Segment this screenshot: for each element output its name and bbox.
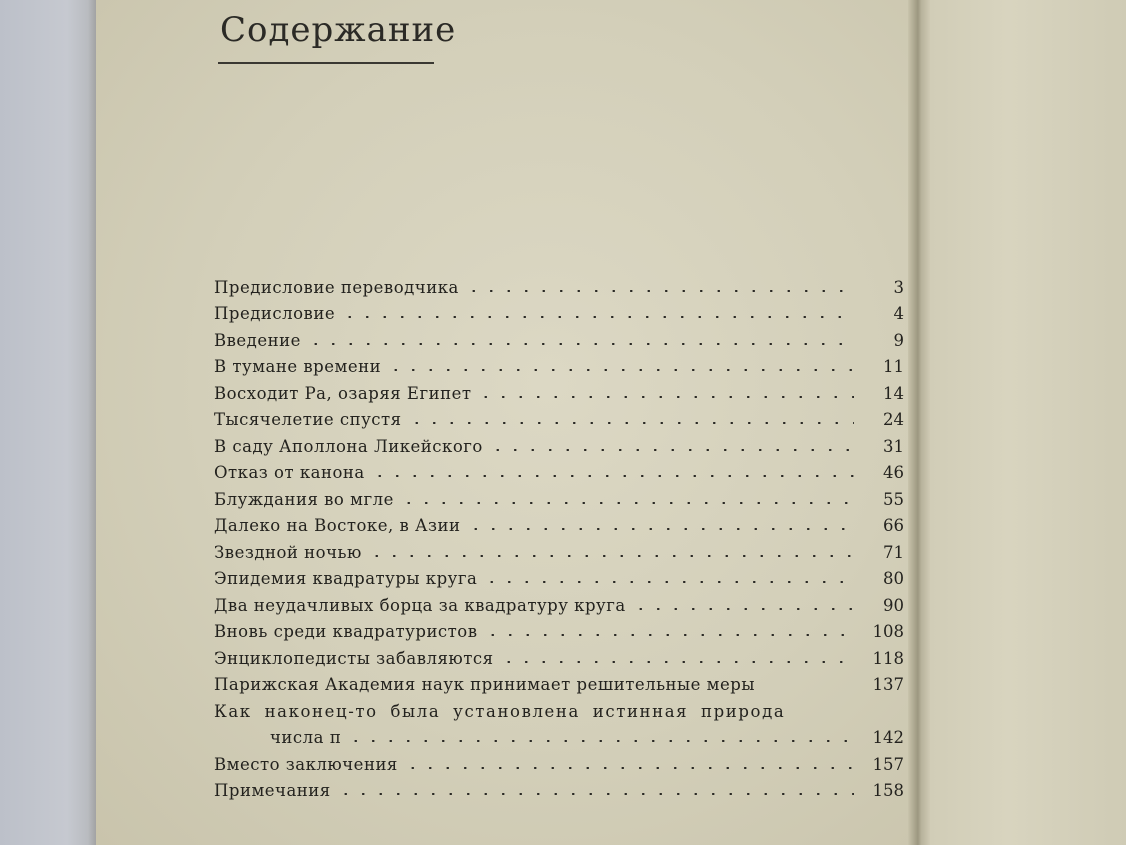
toc-entry	[214, 588, 904, 615]
toc-entry-title: Введение	[214, 330, 301, 350]
toc-entry-page: 90	[883, 595, 904, 615]
dot-leader	[467, 528, 854, 530]
toc-entry-title: Далеко на Востоке, в Азии	[214, 516, 461, 535]
toc-entry	[214, 350, 904, 377]
dot-leader	[465, 290, 854, 292]
dot-leader	[341, 316, 854, 318]
toc-entry-title: В тумане времени	[214, 357, 382, 376]
book-gutter	[908, 0, 930, 845]
toc-entry	[214, 641, 904, 668]
toc-entry-title: Отказ от канона	[214, 463, 365, 482]
toc-entry-page: 14	[883, 383, 904, 403]
toc-entry	[214, 403, 904, 430]
toc-entry-title: Предисловие переводчика	[214, 277, 459, 297]
dot-leader	[408, 422, 854, 424]
facing-page	[930, 0, 1126, 845]
dot-leader	[484, 634, 854, 636]
toc-entry	[214, 694, 904, 721]
page-title: Содержание	[220, 10, 457, 50]
toc-entry-title: В саду Аполлона Ликейского	[214, 436, 483, 456]
toc-entry	[214, 535, 904, 562]
toc-entry-page: 108	[872, 622, 904, 641]
toc-entry	[214, 615, 904, 642]
toc-entry-title: Тысячелетие спустя	[214, 410, 402, 429]
dot-leader	[387, 369, 854, 371]
toc-entry-page: 11	[883, 357, 904, 376]
title-underline	[218, 62, 434, 64]
dot-leader	[761, 687, 854, 689]
toc-entry	[214, 774, 904, 801]
toc-entry-title: Предисловие	[214, 304, 336, 323]
dot-leader	[400, 502, 854, 504]
dot-leader	[404, 767, 854, 769]
toc-entry-title: Блуждания во мгле	[214, 489, 394, 509]
toc-entry-page: 118	[872, 648, 904, 668]
toc-entry-page: 3	[893, 277, 904, 297]
toc-entry-page: 137	[872, 675, 904, 694]
toc-entry-page: 142	[872, 728, 904, 747]
toc-entry-page: 71	[883, 542, 904, 562]
table-of-contents	[214, 270, 904, 800]
toc-entry-title: Примечания	[214, 781, 331, 800]
toc-entry	[214, 456, 904, 483]
toc-entry-continuation	[214, 721, 904, 748]
toc-entry-page: 80	[883, 569, 904, 588]
toc-entry	[214, 562, 904, 589]
toc-entry	[214, 323, 904, 350]
toc-entry-page: 24	[883, 410, 904, 429]
toc-entry	[214, 509, 904, 536]
dot-leader	[337, 793, 854, 795]
toc-entry-title: Вместо заключения	[214, 754, 398, 774]
dot-leader	[791, 714, 854, 716]
toc-entry-page: 46	[883, 463, 904, 482]
dot-leader	[368, 555, 854, 557]
toc-entry	[214, 376, 904, 403]
dot-leader	[489, 449, 854, 451]
toc-entry-page: 9	[893, 330, 904, 350]
toc-entry	[214, 668, 904, 695]
toc-entry-title: Парижская Академия наук принимает решительные меры	[214, 675, 755, 694]
dot-leader	[500, 661, 854, 663]
dot-leader	[371, 475, 854, 477]
toc-entry	[214, 429, 904, 456]
toc-entry-page: 157	[872, 754, 904, 774]
toc-entry-page: 55	[883, 489, 904, 509]
toc-entry	[214, 270, 904, 297]
toc-entry-title: Вновь среди квадратуристов	[214, 622, 478, 641]
toc-entry	[214, 297, 904, 324]
dot-leader	[347, 740, 854, 742]
toc-entry-title: Два неудачливых борца за квадратуру круга	[214, 595, 626, 615]
toc-entry-page: 158	[872, 781, 904, 800]
toc-entry-title: Эпидемия квадратуры круга	[214, 569, 478, 588]
dot-leader	[632, 608, 854, 610]
dot-leader	[307, 343, 854, 345]
toc-entry-title: Звездной ночью	[214, 542, 362, 562]
toc-entry	[214, 482, 904, 509]
toc-entry-page: 66	[883, 516, 904, 535]
background-left	[0, 0, 96, 845]
dot-leader	[483, 581, 854, 583]
toc-entry-title: Энциклопедисты забавляются	[214, 648, 494, 668]
toc-entry-title: числа π	[270, 728, 342, 747]
toc-entry-page: 31	[883, 436, 904, 456]
toc-entry-page: 4	[893, 304, 904, 323]
toc-entry	[214, 747, 904, 774]
toc-entry-title: Восходит Ра, озаряя Египет	[214, 383, 472, 403]
dot-leader	[477, 396, 854, 398]
toc-entry-title: Как наконец-то была установлена истинная природа	[214, 701, 786, 721]
